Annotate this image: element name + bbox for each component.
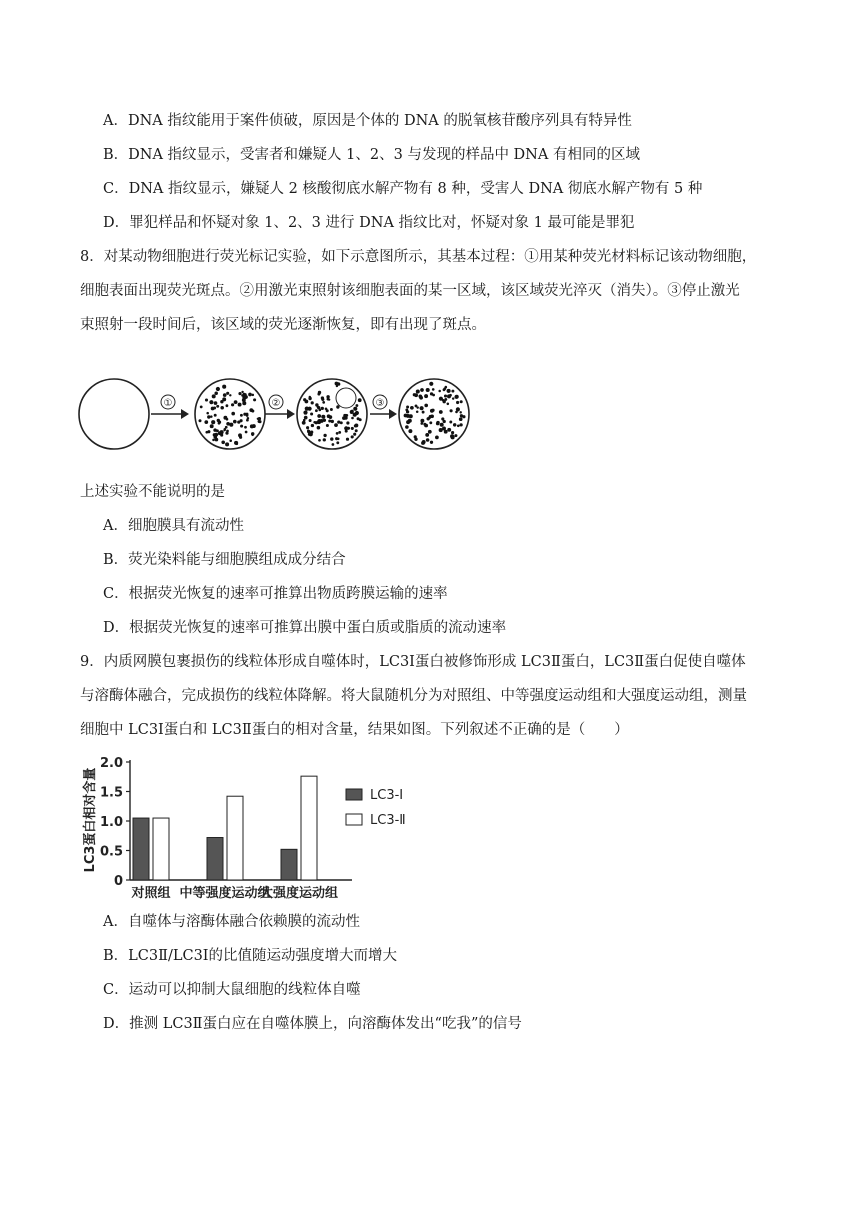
fluorescent-spot: [351, 427, 354, 430]
fluorescent-spot: [429, 415, 432, 418]
fluorescent-spot: [251, 432, 254, 435]
fluorescent-spot: [218, 422, 221, 425]
legend-swatch: [346, 789, 362, 800]
fluorescent-spot: [310, 430, 313, 433]
fluorescent-spot: [303, 411, 307, 415]
q8-option-b: B．荧光染料能与细胞膜组成成分结合: [103, 552, 346, 568]
fluorescent-spot: [229, 439, 232, 442]
fluorescent-spot: [332, 443, 335, 446]
fluorescent-spot: [305, 400, 309, 404]
fluorescent-spot: [310, 412, 313, 415]
arrow-3: [370, 395, 397, 419]
fluorescent-spot: [231, 403, 234, 406]
step-label-3: ③: [375, 398, 385, 409]
y-tick-label: 2.0: [99, 756, 123, 771]
fluorescent-spot: [238, 392, 241, 395]
fluorescent-spot: [241, 391, 243, 393]
q8-stem-line-2: 细胞表面出现荧光斑点。②用激光束照射该细胞表面的某一区域，该区域荧光淬灭（消失）。③停止激光: [80, 283, 740, 299]
fluorescent-spot: [444, 394, 447, 397]
legend-label: LC3-Ⅰ: [370, 788, 404, 803]
fluorescent-spot: [460, 400, 463, 403]
fluorescent-spot: [238, 433, 242, 437]
fluorescent-spot: [216, 405, 219, 408]
fluorescent-spot: [420, 419, 424, 423]
fluorescent-spot: [216, 429, 219, 432]
fluorescent-spot: [355, 404, 358, 407]
step-label-1: ①: [163, 398, 173, 409]
q8-stem-line-3: 束照射一段时间后，该区域的荧光逐渐恢复，即有出现了斑点。: [80, 317, 486, 333]
q8-stem-line-1: 8．对某动物细胞进行荧光标记实验，如下示意图所示，其基本过程：①用某种荧光材料标记该动物细胞，: [80, 249, 757, 265]
fluorescent-spot: [422, 411, 425, 414]
fluorescent-spot: [404, 414, 408, 418]
fluorescent-spot: [449, 394, 452, 397]
fluorescent-spot: [408, 429, 412, 433]
fluorescent-spot: [323, 438, 326, 441]
fluorescent-spot: [424, 394, 428, 398]
fluorescent-spot: [453, 423, 456, 426]
legend-label: LC3-Ⅱ: [370, 813, 406, 828]
fluorescent-spot: [317, 406, 320, 409]
fluorescent-spot: [252, 394, 255, 397]
y-tick-label: 0.5: [99, 844, 123, 860]
fluorescent-spot: [351, 410, 354, 413]
fluorescent-spot: [237, 420, 240, 423]
fluorescent-spot: [238, 403, 242, 407]
q9-option-c: C．运动可以抑制大鼠细胞的线粒体自噬: [103, 982, 361, 998]
fluorescent-spot: [244, 395, 248, 399]
fluorescent-spot: [231, 412, 235, 416]
fluorescent-spot: [429, 382, 433, 386]
fluorescent-spot: [204, 420, 208, 424]
fluorescent-spot: [425, 433, 429, 437]
fluorescent-spot: [414, 393, 418, 397]
fluorescent-spot: [220, 400, 223, 403]
fluorescent-spot: [340, 421, 343, 424]
fluorescent-spot: [336, 441, 339, 444]
fluorescent-spot: [236, 443, 239, 446]
fluorescent-spot: [408, 419, 412, 423]
fluorescent-spot: [455, 395, 459, 399]
fluorescent-spot: [313, 421, 316, 424]
fluorescent-spot: [452, 397, 454, 399]
fluorescent-spot: [308, 397, 311, 400]
fluorescent-spot: [317, 426, 321, 430]
fluorescent-spot: [359, 418, 362, 421]
fluorescent-spot: [206, 412, 209, 415]
fluorescent-spot: [225, 426, 228, 429]
y-tick-label: 1.5: [99, 785, 123, 801]
fluorescent-spot: [351, 417, 354, 420]
fluorescent-spot: [327, 398, 330, 401]
fluorescent-spot: [451, 435, 455, 439]
fluorescent-spot: [435, 436, 439, 440]
bar-lc3-ii: [227, 796, 243, 880]
fluorescent-spot: [321, 407, 324, 410]
fluorescent-spot: [242, 398, 246, 402]
q9-stem-line-3: 细胞中 LC3Ⅰ蛋白和 LC3Ⅱ蛋白的相对含量，结果如图。下列叙述不正确的是（ ）: [80, 722, 629, 738]
fluorescent-spot: [213, 407, 216, 410]
fluorescent-spot: [454, 434, 457, 437]
x-tick-label: 大强度运动组: [259, 886, 339, 900]
fluorescent-spot: [244, 426, 247, 429]
fluorescent-spot: [225, 442, 229, 446]
fluorescent-spot: [429, 421, 432, 424]
fluorescent-spot: [440, 423, 444, 427]
fluorescent-spot: [428, 430, 432, 434]
fluorescent-spot: [462, 415, 465, 418]
fluorescent-spot: [421, 441, 425, 445]
fluorescent-spot: [326, 424, 329, 427]
fluorescent-spot: [212, 439, 215, 442]
q7-option-c: C．DNA 指纹显示，嫌疑人 2 核酸彻底水解产物有 8 种，受害人 DNA 彻底水解产物有 5 种: [103, 181, 703, 197]
fluorescent-spot: [302, 421, 306, 425]
fluorescent-spot: [214, 414, 217, 417]
fluorescent-spot: [443, 387, 446, 390]
fluorescent-spot: [334, 423, 338, 427]
bar-lc3-i: [207, 838, 223, 880]
fluorescent-spot: [214, 391, 218, 395]
fluorescent-spot: [321, 396, 324, 399]
fluorescent-spot: [317, 414, 321, 418]
fluorescent-spot: [443, 400, 446, 403]
fluorescent-spot: [338, 431, 341, 434]
fluorescent-spot: [358, 398, 362, 402]
fluorescent-spot: [328, 420, 331, 423]
fluorescent-spot: [443, 420, 446, 423]
fluorescent-spot: [414, 438, 417, 441]
fluorescent-spot: [432, 388, 435, 391]
fluorescent-spot: [344, 426, 348, 430]
fluorescent-spot: [447, 403, 450, 406]
bar-lc3-i: [133, 818, 149, 880]
fluorescent-spot: [220, 430, 224, 434]
fluorescent-spot: [432, 394, 435, 397]
fluorescent-spot: [215, 438, 219, 442]
fluorescent-spot: [226, 404, 229, 407]
q8-option-c: C．根据荧光恢复的速率可推算出物质跨膜运输的速率: [103, 586, 448, 602]
fluorescent-spot: [217, 419, 220, 422]
fluorescent-spot: [410, 406, 414, 410]
fluorescent-spot: [346, 438, 349, 441]
fluorescent-spot: [430, 409, 434, 413]
fluorescent-spot: [439, 397, 443, 401]
fluorescent-spot: [323, 434, 326, 437]
fluorescent-spot: [459, 423, 462, 426]
fluorescent-spot: [459, 417, 463, 421]
fluorescent-spot: [216, 387, 220, 391]
fluorescent-spot: [221, 441, 225, 445]
fluorescent-spot: [353, 433, 356, 436]
fluorescent-spot: [444, 430, 448, 434]
fluorescent-spot: [337, 382, 340, 385]
bleached-cell: [297, 379, 367, 449]
arrow-1: [151, 395, 189, 419]
fluorescent-spot: [438, 390, 441, 393]
step-label-2: ②: [271, 398, 281, 409]
bar-lc3-ii: [153, 818, 169, 880]
fluorescent-spot: [233, 420, 237, 424]
fluorescent-spot: [311, 424, 314, 427]
fluorescent-spot: [304, 416, 308, 420]
fluorescent-spot: [457, 424, 460, 427]
fluorescent-spot: [327, 414, 331, 418]
fluorescent-spot: [226, 430, 229, 433]
fluorescent-spot: [322, 401, 325, 404]
recovered-cell: [399, 379, 469, 449]
fluorescent-spot: [317, 393, 320, 396]
fluorescent-spot: [426, 388, 430, 392]
fluorescent-spot: [306, 426, 309, 429]
bleached-spot: [336, 388, 356, 408]
fluorescent-spot: [246, 419, 249, 422]
fluorescent-spot: [209, 400, 213, 404]
q8-option-d: D．根据荧光恢复的速率可推算出膜中蛋白质或脂质的流动速率: [103, 620, 507, 636]
fluorescent-spot: [305, 407, 309, 411]
fluorescent-spot: [456, 407, 460, 411]
fluorescent-spot: [447, 389, 451, 393]
fluorescent-spot: [353, 407, 357, 411]
fluorescent-spot: [309, 419, 312, 422]
fluorescent-spot: [415, 404, 418, 407]
q8-option-a: A．细胞膜具有流动性: [103, 518, 244, 534]
fluorescent-spot: [317, 419, 321, 423]
fluorescent-spot: [449, 421, 452, 424]
fluorescent-spot: [406, 410, 409, 413]
fluorescent-spot: [253, 398, 256, 401]
fluorescent-spot: [207, 415, 210, 418]
fluorescent-spot: [416, 389, 420, 393]
fluorescent-spot: [330, 437, 333, 440]
legend-swatch: [346, 814, 362, 825]
fluorescent-spot: [210, 424, 214, 428]
q9-stem-line-1: 9．内质网膜包裹损伤的线粒体形成自噬体时，LC3Ⅰ蛋白被修饰形成 LC3Ⅱ蛋白，LC3Ⅱ蛋白促使自噬体: [80, 654, 746, 670]
fluorescent-spot: [222, 385, 226, 389]
fluorescent-spot: [456, 401, 459, 404]
fluorescent-spot: [226, 422, 230, 426]
q7-option-d: D．罪犯样品和怀疑对象 1、2、3 进行 DNA 指纹比对，怀疑对象 1 最可能是罪犯: [103, 215, 635, 231]
fluorescent-spot: [346, 421, 349, 424]
fluorescent-spot: [229, 394, 231, 396]
fluorescent-spot: [248, 393, 252, 397]
arrow-2: [265, 395, 295, 419]
fluorescent-spot: [325, 407, 328, 410]
q9-option-b: B．LC3Ⅱ/LC3Ⅰ的比值随运动强度增大而增大: [103, 948, 398, 964]
fluorescent-spot: [311, 401, 314, 404]
unlabeled-cell: [79, 379, 149, 449]
fluorescent-spot: [240, 425, 243, 428]
fluorescent-spot: [207, 430, 210, 433]
x-tick-label: 中等强度运动组: [179, 886, 271, 900]
fluorescence-diagram: [78, 362, 478, 466]
x-tick-label: 对照组: [131, 886, 171, 900]
fluorescent-spot: [335, 437, 338, 440]
lc3-bar-chart: [78, 748, 438, 900]
q9-option-d: D．推测 LC3Ⅱ蛋白应在自噬体膜上，向溶酶体发出“吃我”的信号: [103, 1016, 522, 1032]
fluorescent-spot: [214, 401, 218, 405]
fluorescent-spot: [223, 416, 227, 420]
fluorescent-spot: [424, 404, 428, 408]
fluorescent-spot: [406, 406, 409, 409]
fluorescent-spot: [240, 414, 243, 417]
bar-lc3-ii: [301, 776, 317, 880]
fluorescent-spot: [405, 425, 409, 429]
q7-option-b: B．DNA 指纹显示，受害者和嫌疑人 1、2、3 与发现的样品中 DNA 有相同的区域: [103, 147, 640, 163]
fluorescent-spot: [336, 432, 339, 435]
fluorescent-spot: [459, 411, 461, 413]
fluorescent-spot: [439, 410, 443, 414]
q9-stem-line-2: 与溶酶体融合，完成损伤的线粒体降解。将大鼠随机分为对照组、中等强度运动组和大强度运动组，测量: [80, 688, 747, 704]
fluorescent-spot: [226, 392, 229, 395]
fluorescent-spot: [423, 423, 426, 426]
fluorescent-spot: [355, 429, 358, 432]
fluorescent-spot: [451, 390, 454, 393]
fluorescent-spot: [354, 424, 357, 427]
fluorescent-spot: [447, 428, 451, 432]
fluorescent-spot: [315, 409, 318, 412]
fluorescent-spot: [420, 406, 424, 410]
fluorescent-spot: [251, 409, 254, 412]
y-axis-label: LC3蛋白相对含量: [83, 767, 98, 873]
fluorescent-spot: [330, 408, 333, 411]
fluorescent-spot: [250, 424, 254, 428]
fluorescent-spot: [258, 417, 261, 420]
fluorescent-spot: [245, 431, 248, 434]
fluorescent-spot: [450, 409, 453, 412]
fluorescent-spot: [246, 413, 249, 416]
labeled-cell: [195, 379, 265, 449]
fluorescent-spot: [345, 414, 348, 417]
fluorescent-spot: [321, 415, 325, 419]
q9-option-a: A．自噬体与溶酶体融合依赖膜的流动性: [103, 914, 360, 930]
fluorescent-spot: [220, 406, 224, 410]
fluorescent-spot: [318, 439, 321, 442]
fluorescent-spot: [353, 413, 357, 417]
q7-option-a: A．DNA 指纹能用于案件侦破，原因是个体的 DNA 的脱氧核苷酸序列具有特异性: [103, 113, 632, 129]
y-tick-label: 1.0: [99, 815, 123, 830]
fluorescent-spot: [223, 393, 227, 397]
fluorescent-spot: [416, 411, 419, 414]
fluorescent-spot: [234, 400, 238, 404]
fluorescent-spot: [205, 398, 208, 401]
fluorescent-spot: [211, 420, 215, 424]
fluorescent-spot: [198, 419, 201, 422]
fluorescent-spot: [418, 394, 422, 398]
fluorescent-spot: [436, 421, 439, 424]
fluorescent-spot: [426, 438, 430, 442]
fluorescent-spot: [241, 394, 243, 396]
fluorescent-spot: [420, 388, 424, 392]
fluorescent-spot: [200, 406, 203, 409]
fluorescent-spot: [212, 394, 216, 398]
q8-question: 上述实验不能说明的是: [80, 484, 225, 500]
fluorescent-spot: [430, 441, 433, 444]
bar-lc3-i: [281, 849, 297, 880]
fluorescent-spot: [318, 409, 321, 412]
fluorescent-spot: [351, 435, 354, 438]
y-tick-label: 0: [113, 874, 123, 889]
fluorescent-spot: [451, 431, 454, 434]
